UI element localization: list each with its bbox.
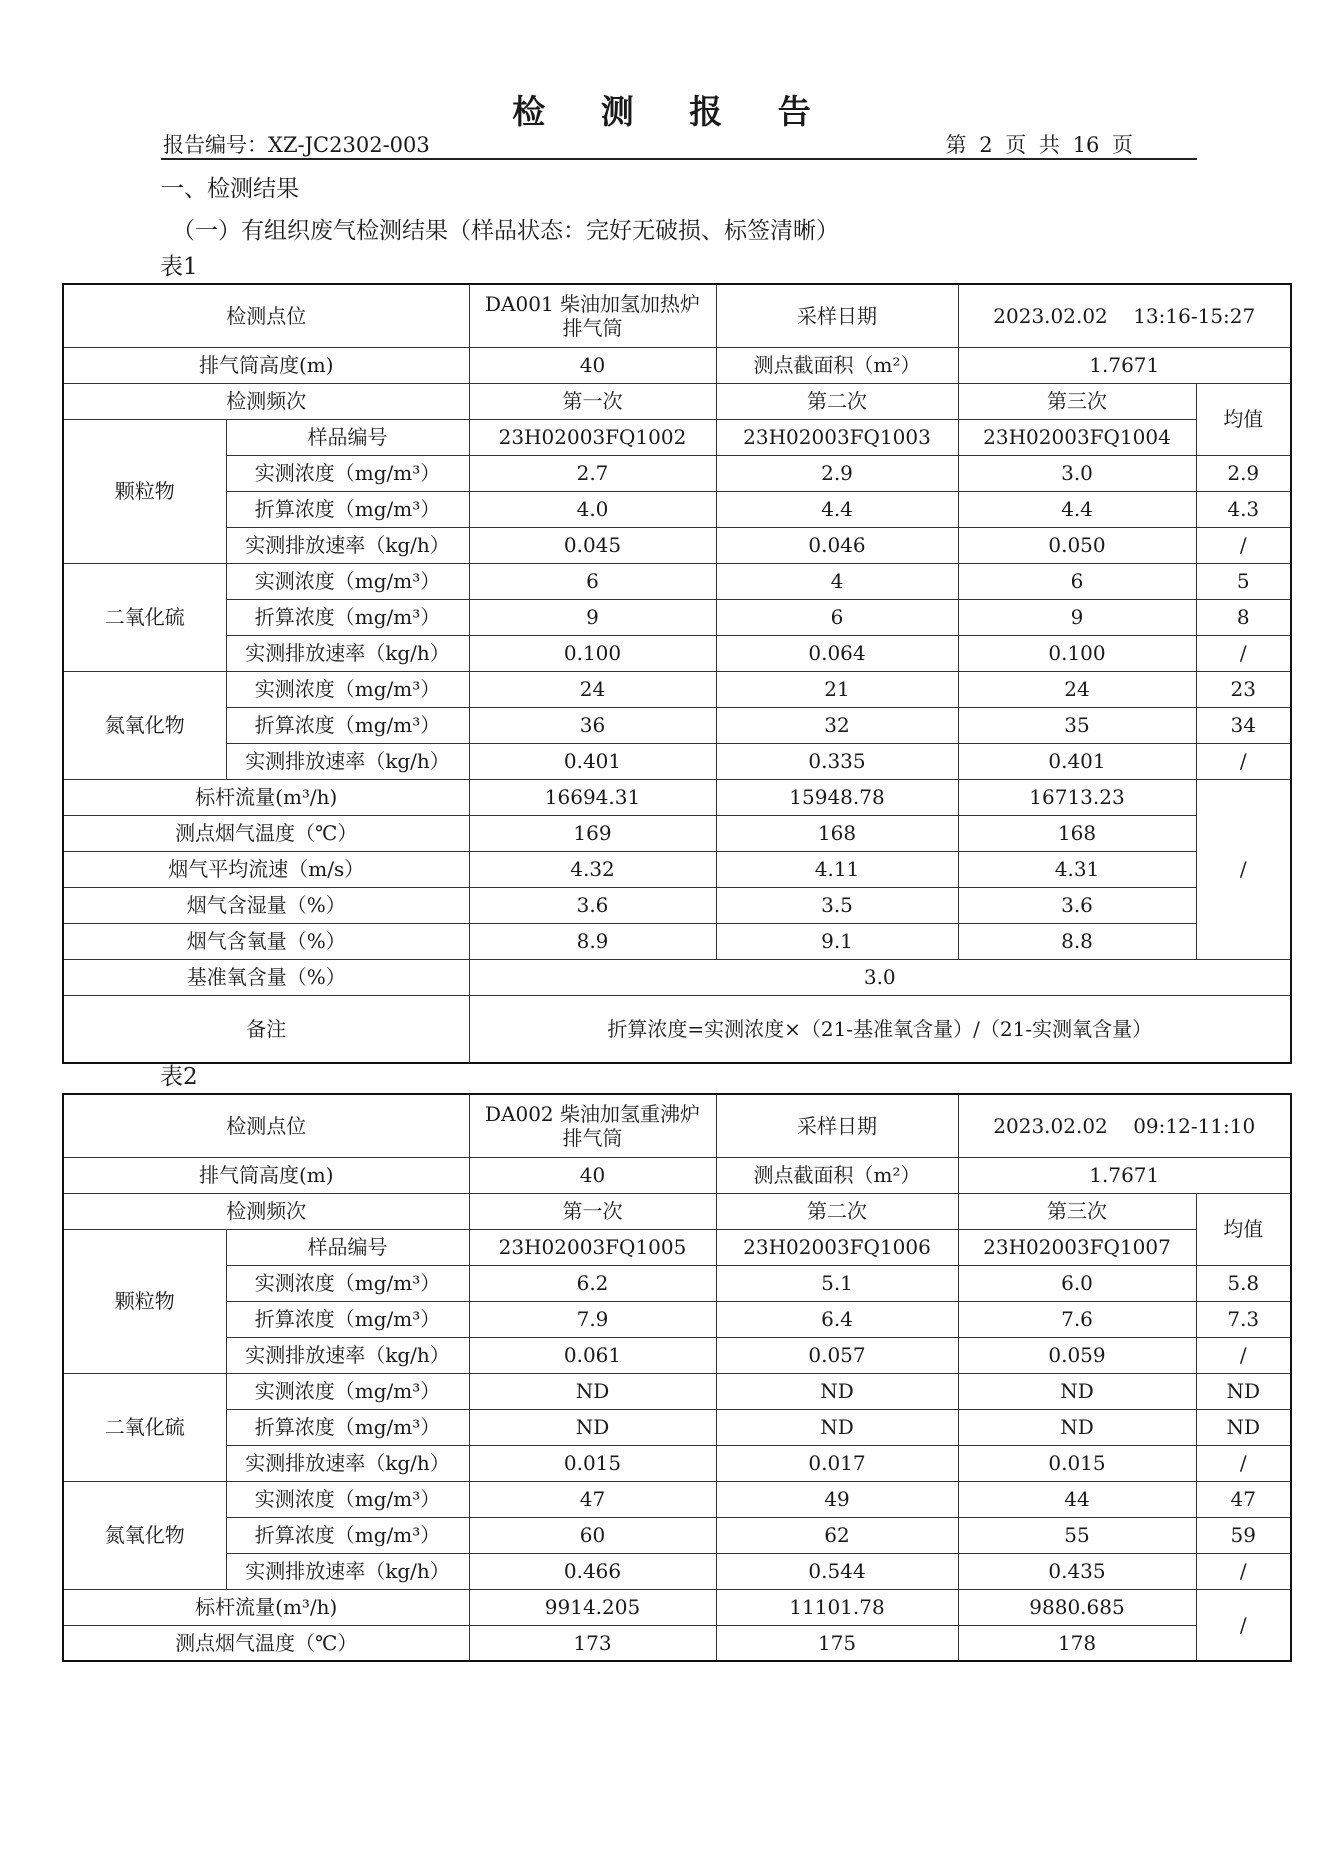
row-label: 实测排放速率（kg/h） [226,1337,469,1373]
row-label: 烟气含湿量（%） [63,887,469,923]
freq-label: 检测频次 [63,383,469,419]
report-number: 报告编号：XZ-JC2302-003 [163,133,430,157]
table-row [63,1094,1291,1157]
cell-value: 7.9 [469,1301,716,1337]
sample-id: 23H02003FQ1007 [958,1229,1196,1265]
cell-value: 0.017 [716,1445,958,1481]
table-row [63,1373,1291,1409]
point-value: DA002 柴油加氢重沸炉排气筒 [469,1094,716,1157]
freq-1: 第一次 [469,1193,716,1229]
cell-value: 0.544 [716,1553,958,1589]
sample-id: 23H02003FQ1004 [958,419,1196,455]
cell-value: 9.1 [716,923,958,959]
height-value: 40 [469,1157,716,1193]
cell-avg: 5.8 [1196,1265,1291,1301]
cell-value: 3.0 [958,455,1196,491]
table-row [63,779,1291,815]
section-heading: 一、检测结果 [161,176,299,202]
cell-value: 4.32 [469,851,716,887]
group-name: 二氧化硫 [63,563,226,671]
cell-value: 2.9 [716,455,958,491]
row-label: 实测浓度（mg/m³） [226,563,469,599]
table-row [63,1337,1291,1373]
cell-value: 168 [716,815,958,851]
row-label: 标杆流量(m³/h) [63,1589,469,1625]
cell-value: 35 [958,707,1196,743]
sample-id: 23H02003FQ1005 [469,1229,716,1265]
cell-value: 6 [958,563,1196,599]
table-row [63,383,1291,419]
table-row [63,707,1291,743]
cell-avg: 2.9 [1196,455,1291,491]
cell-value: 0.064 [716,635,958,671]
table-row [63,347,1291,383]
point-label: 检测点位 [63,284,469,347]
table-row [63,1553,1291,1589]
group-name: 颗粒物 [63,1229,226,1373]
table1-caption: 表1 [160,254,198,280]
cell-value: 16713.23 [958,779,1196,815]
area-label: 测点截面积（m²） [716,1157,958,1193]
cell-value: 4.0 [469,491,716,527]
freq-label: 检测频次 [63,1193,469,1229]
table-row [63,671,1291,707]
cell-value: 36 [469,707,716,743]
cell-value: 2.7 [469,455,716,491]
cell-avg: 59 [1196,1517,1291,1553]
sample-id: 23H02003FQ1003 [716,419,958,455]
report-title: 检 测 报 告 [512,92,833,131]
table-row [63,563,1291,599]
cell-value: 55 [958,1517,1196,1553]
cell-value: 0.466 [469,1553,716,1589]
cell-value: 6.4 [716,1301,958,1337]
cell-value: 32 [716,707,958,743]
row-label: 折算浓度（mg/m³） [226,1301,469,1337]
area-value: 1.7671 [958,347,1291,383]
table-row [63,923,1291,959]
row-label: 标杆流量(m³/h) [63,779,469,815]
cell-value: 3.5 [716,887,958,923]
cell-value: 0.435 [958,1553,1196,1589]
sample-id: 23H02003FQ1006 [716,1229,958,1265]
remark-value: 折算浓度=实测浓度×（21-基准氧含量）/（21-实测氧含量） [469,995,1291,1063]
table-row [63,1445,1291,1481]
sub-heading: （一）有组织废气检测结果（样品状态：完好无破损、标签清晰） [172,218,839,244]
cell-value: 0.401 [958,743,1196,779]
cell-avg: / [1196,1337,1291,1373]
cell-value: 178 [958,1625,1196,1661]
row-label: 实测浓度（mg/m³） [226,1265,469,1301]
cell-value: 5.1 [716,1265,958,1301]
cell-value: 4.4 [716,491,958,527]
row-label: 实测排放速率（kg/h） [226,527,469,563]
cell-value: ND [958,1373,1196,1409]
date-value: 2023.02.02 09:12-11:10 [958,1094,1291,1157]
row-label: 测点烟气温度（℃） [63,1625,469,1661]
table-row [63,455,1291,491]
cell-value: 11101.78 [716,1589,958,1625]
freq-2: 第二次 [716,1193,958,1229]
cell-value: 3.6 [958,887,1196,923]
row-label: 测点烟气温度（℃） [63,815,469,851]
cell-value: 0.061 [469,1337,716,1373]
freq-1: 第一次 [469,383,716,419]
page-info: 第 2 页 共 16 页 [945,133,1133,157]
table-row [63,1301,1291,1337]
table-row [63,284,1291,347]
cell-value: 9 [469,599,716,635]
cell-value: 21 [716,671,958,707]
cell-value: 169 [469,815,716,851]
sample-label: 样品编号 [226,419,469,455]
cell-avg: ND [1196,1373,1291,1409]
cell-avg: ND [1196,1409,1291,1445]
date-label: 采样日期 [716,1094,958,1157]
row-label: 实测浓度（mg/m³） [226,455,469,491]
cell-value: 6 [716,599,958,635]
table-row [63,1409,1291,1445]
cell-value: 62 [716,1517,958,1553]
cell-avg: / [1196,743,1291,779]
cell-value: ND [469,1409,716,1445]
cell-value: 9880.685 [958,1589,1196,1625]
table-row [63,599,1291,635]
cell-value: 0.046 [716,527,958,563]
row-label: 实测排放速率（kg/h） [226,1553,469,1589]
cell-avg: 7.3 [1196,1301,1291,1337]
table-row [63,1265,1291,1301]
area-value: 1.7671 [958,1157,1291,1193]
cell-value: 175 [716,1625,958,1661]
cell-value: 9914.205 [469,1589,716,1625]
cell-value: 168 [958,815,1196,851]
cell-avg: / [1196,1445,1291,1481]
row-label: 实测排放速率（kg/h） [226,743,469,779]
table-row [63,1193,1291,1229]
table2-caption: 表2 [160,1064,198,1090]
cell-value: 3.0 [469,959,1291,995]
row-label: 烟气平均流速（m/s） [63,851,469,887]
cell-value: 15948.78 [716,779,958,815]
row-label: 折算浓度（mg/m³） [226,1517,469,1553]
cell-avg: 47 [1196,1481,1291,1517]
row-label: 实测排放速率（kg/h） [226,635,469,671]
cell-avg: 8 [1196,599,1291,635]
date-label: 采样日期 [716,284,958,347]
avg-label: 均值 [1196,1193,1291,1265]
cell-value: 24 [469,671,716,707]
cell-value: 0.057 [716,1337,958,1373]
cell-avg: 5 [1196,563,1291,599]
table-row [63,959,1291,995]
cell-value: ND [716,1373,958,1409]
cell-value: 0.335 [716,743,958,779]
table-row [63,1517,1291,1553]
height-value: 40 [469,347,716,383]
cell-value: 24 [958,671,1196,707]
sample-id: 23H02003FQ1002 [469,419,716,455]
cell-value: 0.059 [958,1337,1196,1373]
group-name: 氮氧化物 [63,1481,226,1589]
cell-value: 8.8 [958,923,1196,959]
table-row [63,743,1291,779]
table-row [63,527,1291,563]
cell-value: 7.6 [958,1301,1196,1337]
cell-value: 6.0 [958,1265,1196,1301]
cell-value: ND [716,1409,958,1445]
cell-value: 0.045 [469,527,716,563]
cell-value: 0.050 [958,527,1196,563]
table-row [63,1625,1291,1661]
freq-3: 第三次 [958,383,1196,419]
avg-label: 均值 [1196,383,1291,455]
table-row [63,1481,1291,1517]
cell-value: 4 [716,563,958,599]
cell-value: 0.015 [469,1445,716,1481]
group-name: 颗粒物 [63,419,226,563]
cell-avg: / [1196,527,1291,563]
table-row [63,887,1291,923]
height-label: 排气筒高度(m) [63,347,469,383]
table-row [63,419,1291,455]
sample-label: 样品编号 [226,1229,469,1265]
row-label: 烟气含氧量（%） [63,923,469,959]
cell-avg: / [1196,779,1291,959]
row-label: 实测浓度（mg/m³） [226,671,469,707]
row-label: 实测排放速率（kg/h） [226,1445,469,1481]
header-rule [161,158,1197,160]
row-label: 折算浓度（mg/m³） [226,491,469,527]
row-label: 折算浓度（mg/m³） [226,1409,469,1445]
cell-value: 4.31 [958,851,1196,887]
cell-value: 9 [958,599,1196,635]
cell-value: ND [469,1373,716,1409]
results-table-1 [62,283,1292,1064]
row-label: 折算浓度（mg/m³） [226,599,469,635]
cell-avg: / [1196,635,1291,671]
cell-avg: 34 [1196,707,1291,743]
cell-value: 3.6 [469,887,716,923]
cell-value: 49 [716,1481,958,1517]
cell-value: 44 [958,1481,1196,1517]
table-row [63,635,1291,671]
freq-2: 第二次 [716,383,958,419]
row-label: 折算浓度（mg/m³） [226,707,469,743]
table-row [63,1229,1291,1265]
cell-value: 6.2 [469,1265,716,1301]
cell-value: 60 [469,1517,716,1553]
cell-avg: 23 [1196,671,1291,707]
cell-value: 0.100 [469,635,716,671]
cell-avg: / [1196,1589,1291,1661]
results-table-2 [62,1093,1292,1662]
cell-value: 16694.31 [469,779,716,815]
table-row [63,1157,1291,1193]
cell-value: 47 [469,1481,716,1517]
height-label: 排气筒高度(m) [63,1157,469,1193]
cell-value: 0.401 [469,743,716,779]
group-name: 二氧化硫 [63,1373,226,1481]
row-label: 实测浓度（mg/m³） [226,1373,469,1409]
table-row [63,995,1291,1063]
cell-value: 0.100 [958,635,1196,671]
cell-value: 173 [469,1625,716,1661]
point-label: 检测点位 [63,1094,469,1157]
cell-value: ND [958,1409,1196,1445]
table-row [63,851,1291,887]
group-name: 氮氧化物 [63,671,226,779]
area-label: 测点截面积（m²） [716,347,958,383]
cell-value: 6 [469,563,716,599]
remark-label: 备注 [63,995,469,1063]
table-row [63,1589,1291,1625]
row-label: 实测浓度（mg/m³） [226,1481,469,1517]
date-value: 2023.02.02 13:16-15:27 [958,284,1291,347]
cell-value: 0.015 [958,1445,1196,1481]
cell-avg: / [1196,1553,1291,1589]
row-label: 基准氧含量（%） [63,959,469,995]
cell-value: 4.11 [716,851,958,887]
freq-3: 第三次 [958,1193,1196,1229]
cell-avg: 4.3 [1196,491,1291,527]
cell-value: 8.9 [469,923,716,959]
table-row [63,815,1291,851]
cell-value: 4.4 [958,491,1196,527]
table-row [63,491,1291,527]
point-value: DA001 柴油加氢加热炉排气筒 [469,284,716,347]
